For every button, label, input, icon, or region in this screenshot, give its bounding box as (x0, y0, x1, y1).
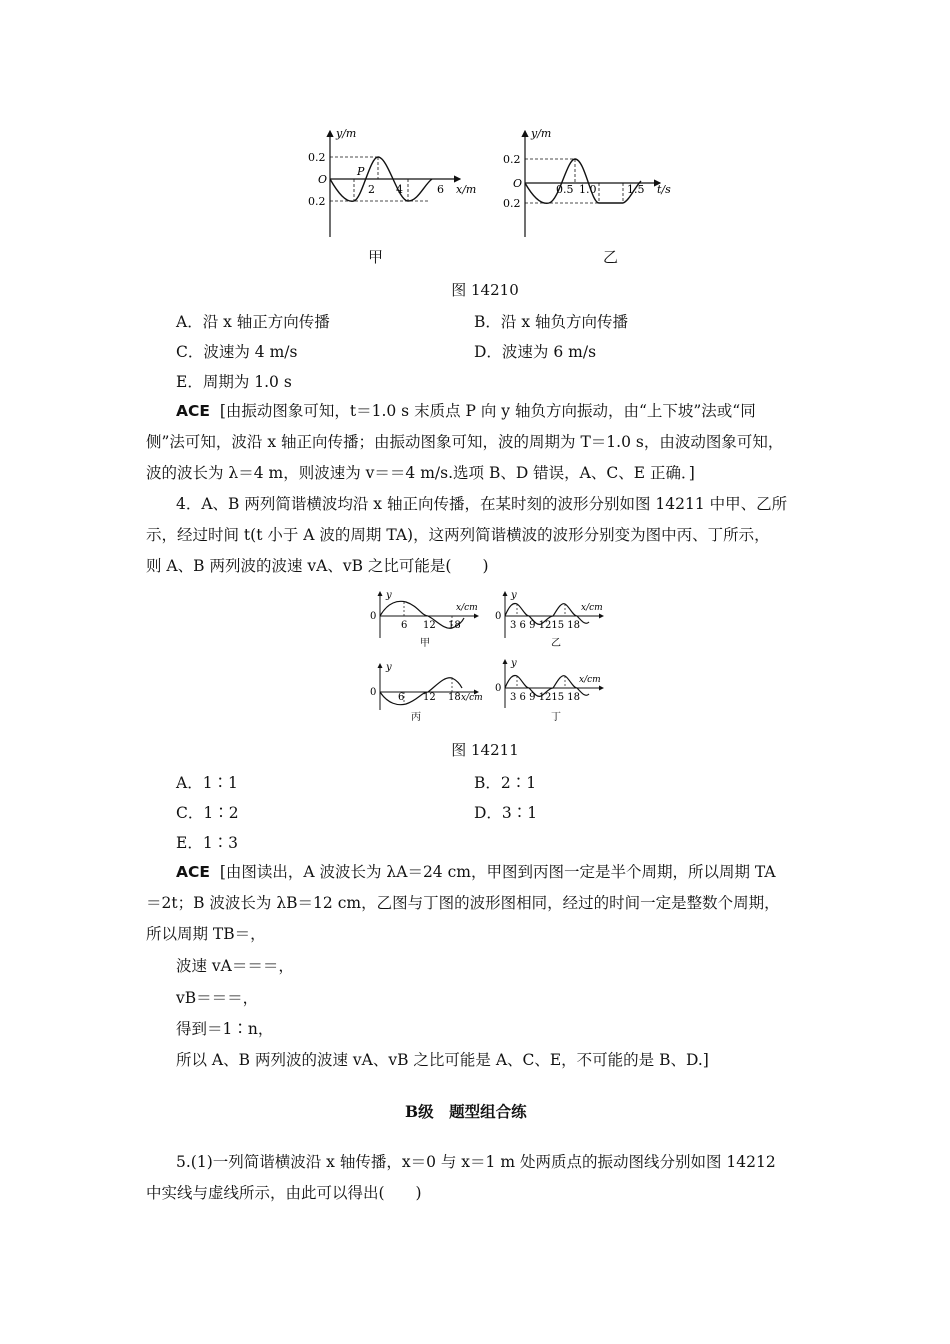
figure-14210-right (495, 125, 690, 240)
svg-text:x/cm: x/cm (461, 693, 483, 703)
svg-text:x/cm: x/cm (456, 603, 478, 613)
fig1-right-xtick-3: 1.5 (627, 183, 645, 196)
figure-14210-left (300, 125, 490, 240)
fig1-right-xlabel: t/s (657, 183, 671, 196)
q5-stem-line2: 中实线与虚线所示，由此可以得出( ) (146, 1184, 422, 1202)
figure-14211-jia (368, 588, 488, 650)
fig2-caption: 图 14211 (451, 741, 519, 759)
fig1-right-sublabel: 乙 (603, 248, 619, 266)
fig1-left-ytick-bottom: 0.2 (308, 195, 326, 208)
q4-answer-line6: 得到＝1∶n， (176, 1020, 274, 1038)
q4-option-d: D．3∶1 (474, 804, 538, 822)
fig1-left-ytick-top: 0.2 (308, 151, 326, 164)
q4-answer-key: ACE (176, 863, 210, 881)
section-heading: B级 题型组合练 (405, 1102, 527, 1121)
q3-answer-line2: 侧”法可知，波沿 x 轴正向传播；由振动图象可知，波的周期为 T＝1.0 s，由波动图象可知， (146, 433, 784, 451)
svg-text:y: y (386, 590, 392, 601)
q4-stem-line2: 示，经过时间 t(t 小于 A 波的周期 TA)，这两列简谐横波的波形分别变为图中丙、丁所示， (146, 526, 770, 544)
fig1-right-origin: O (513, 177, 523, 190)
q3-option-b: B．沿 x 轴负方向传播 (474, 313, 628, 331)
svg-text:0: 0 (495, 611, 502, 622)
q3-option-a: A．沿 x 轴正方向传播 (176, 313, 330, 331)
svg-text:y: y (386, 662, 392, 673)
svg-text:y: y (511, 658, 517, 669)
fig1-left-sublabel: 甲 (368, 248, 384, 266)
fig1-left-origin: O (318, 173, 328, 186)
svg-text:0: 0 (370, 611, 377, 622)
q4-answer-line5: vB＝＝＝， (176, 989, 259, 1007)
svg-text:0: 0 (370, 687, 377, 698)
q4-answer-line2: ＝2t；B 波波长为 λB＝12 cm，乙图与丁图的波形图相同，经过的时间一定是整数个周期， (146, 894, 780, 912)
q4-answer-line7: 所以 A、B 两列波的波速 vA、vB 之比可能是 A、C、E，不可能的是 B、D.] (176, 1051, 709, 1069)
q4-option-c: C．1∶2 (176, 804, 239, 822)
fig1-left-ylabel: y/m (336, 127, 357, 140)
fig1-right-ytick-bottom: 0.2 (503, 197, 521, 210)
q4-answer-line4: 波速 vA＝＝＝， (176, 957, 294, 975)
figure-14211-bing (368, 660, 488, 722)
svg-text:丙: 丙 (411, 712, 421, 722)
svg-text:0: 0 (495, 683, 502, 694)
svg-text:6: 6 (401, 620, 408, 631)
q4-option-b: B．2∶1 (474, 774, 537, 792)
svg-text:12: 12 (423, 692, 436, 703)
svg-text:x/cm: x/cm (579, 675, 601, 685)
q3-answer-line3: 波的波长为 λ＝4 m，则波速为 v＝＝4 m/s.选项 B、D 错误，A、C、E 正确．] (146, 464, 695, 482)
fig1-left-point: P (357, 165, 365, 178)
q3-answer-line1: ACE [由振动图象可知，t＝1.0 s 末质点 P 向 y 轴负方向振动，由“上下坡”法或“同 (176, 402, 756, 420)
q4-stem-line1: 4．A、B 两列简谐横波均沿 x 轴正向传播，在某时刻的波形分别如图 14211 中甲、乙所 (176, 495, 788, 513)
fig1-caption: 图 14210 (451, 281, 519, 299)
svg-text:18: 18 (448, 620, 461, 631)
svg-text:3 6 9 1215 18: 3 6 9 1215 18 (510, 692, 580, 703)
fig1-left-xtick-1: 2 (368, 183, 375, 196)
svg-text:y: y (511, 590, 517, 601)
svg-text:3 6 9 1215 18: 3 6 9 1215 18 (510, 620, 580, 631)
fig1-left-xtick-2: 4 (396, 183, 403, 196)
svg-text:6: 6 (398, 692, 405, 703)
q4-option-a: A．1∶1 (176, 774, 238, 792)
figure-14211-yi (493, 588, 613, 650)
q4-option-e: E．1∶3 (176, 834, 239, 852)
q5-stem-line1: 5.(1)一列简谐横波沿 x 轴传播，x＝0 与 x＝1 m 处两质点的振动图线分别如图 14212 (176, 1153, 776, 1171)
q3-option-c: C．波速为 4 m/s (176, 343, 298, 361)
q3-option-d: D．波速为 6 m/s (474, 343, 597, 361)
fig1-left-xtick-3: 6 (437, 183, 444, 196)
fig1-left-xlabel: x/m (456, 183, 477, 196)
q4-stem-line3: 则 A、B 两列波的波速 vA、vB 之比可能是( ) (146, 557, 489, 575)
figure-14211-ding (493, 656, 613, 722)
svg-text:甲: 甲 (420, 638, 430, 649)
q4-answer-line1: ACE [由图读出，A 波波长为 λA＝24 cm，甲图到丙图一定是半个周期，所以周期 TA (176, 863, 776, 881)
q4-answer-line3: 所以周期 TB＝， (146, 925, 266, 943)
q3-option-e: E．周期为 1.0 s (176, 373, 292, 391)
fig1-right-xtick-2: 1.0 (579, 183, 597, 196)
svg-text:12: 12 (423, 620, 436, 631)
q3-answer-key: ACE (176, 402, 210, 420)
fig1-right-ytick-top: 0.2 (503, 153, 521, 166)
fig1-right-xtick-1: 0.5 (556, 183, 574, 196)
svg-text:乙: 乙 (551, 638, 561, 649)
svg-text:x/cm: x/cm (581, 603, 603, 613)
fig1-right-ylabel: y/m (531, 127, 552, 140)
svg-text:丁: 丁 (551, 712, 561, 722)
svg-text:18: 18 (448, 692, 461, 703)
